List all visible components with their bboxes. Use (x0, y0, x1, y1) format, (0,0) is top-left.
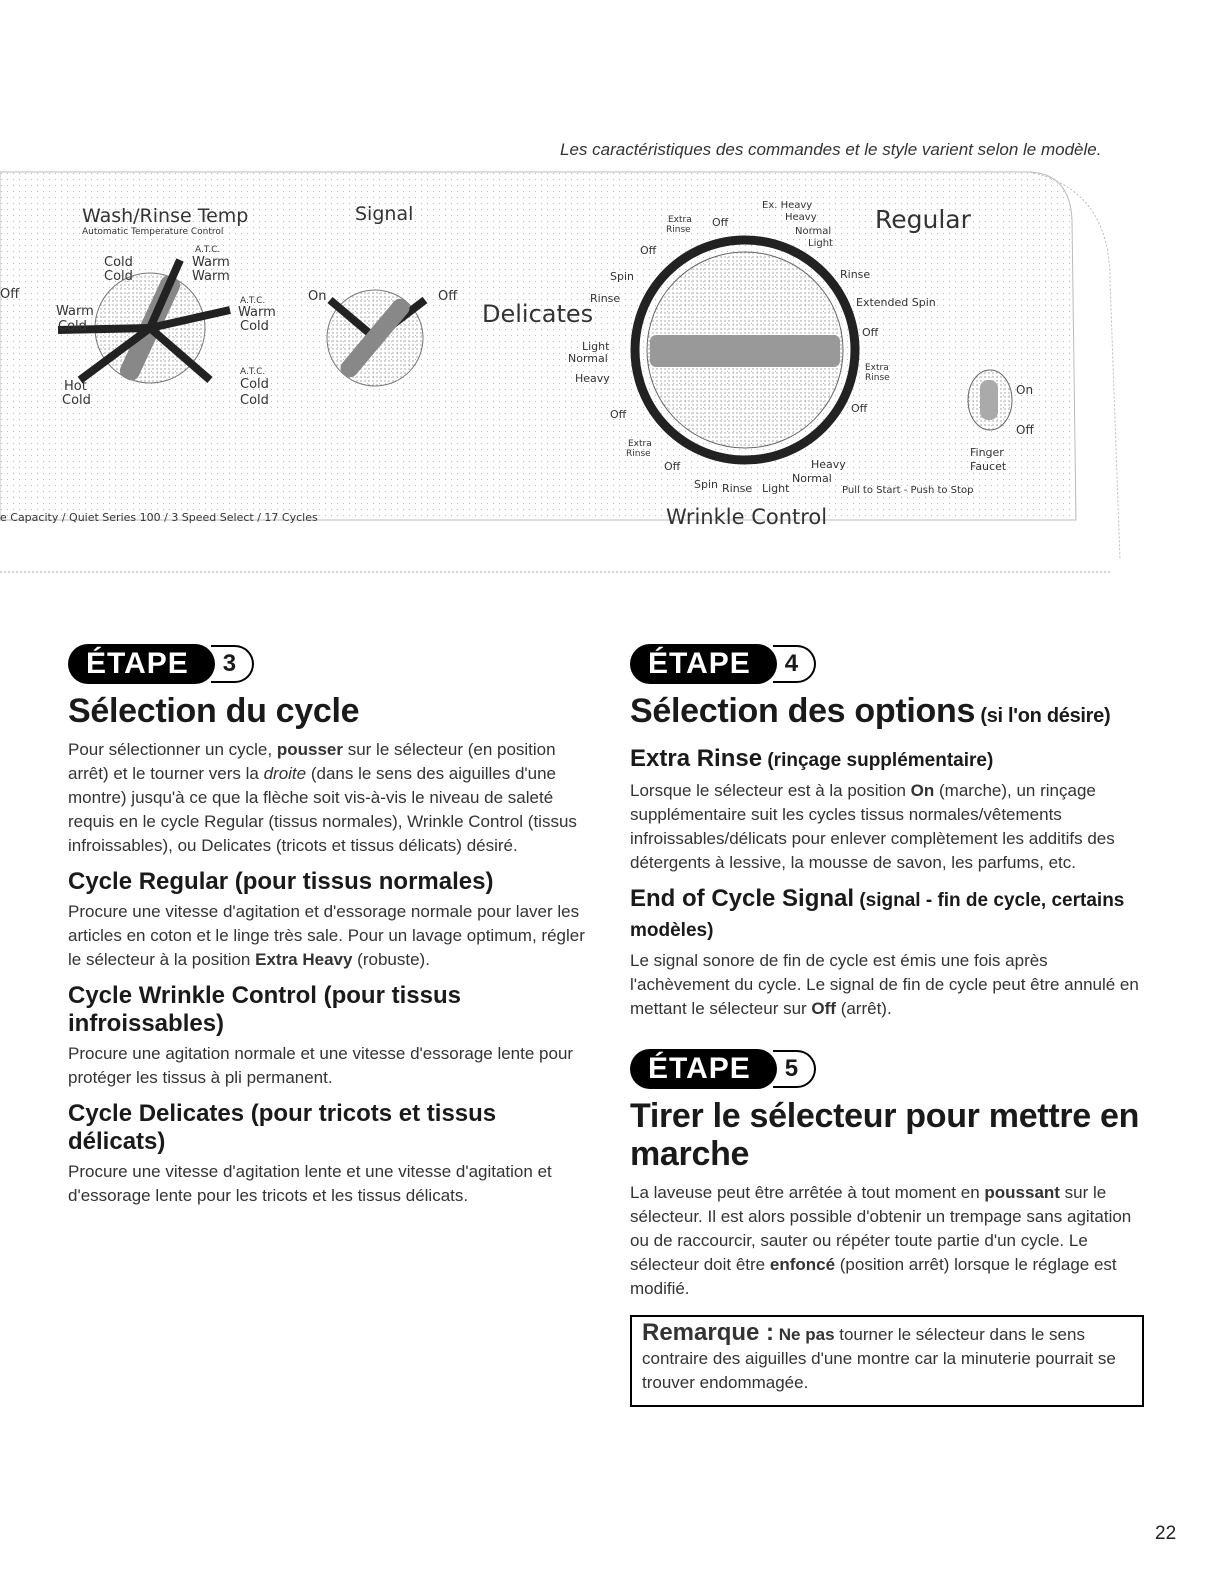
svg-text:Cold: Cold (240, 377, 269, 392)
svg-text:Wrinkle Control: Wrinkle Control (666, 505, 828, 529)
svg-text:On: On (1016, 383, 1034, 397)
svg-text:Faucet: Faucet (970, 460, 1007, 473)
svg-text:Warm: Warm (56, 304, 94, 319)
svg-text:Off: Off (610, 408, 627, 421)
svg-text:Spin: Spin (694, 478, 718, 491)
page-number: 22 (1155, 1523, 1177, 1544)
left-column (68, 642, 588, 1208)
extra-rinse-text: Lorsque le sélecteur est à la position On (marche), un rinçage supplémentaire suit les cycles tissus normales/vêtements infroissables/délicats pour enlever complètement les additifs des détergents à lessive, la mousse de savon, les parfums, etc. (630, 781, 1115, 872)
regular-text: Procure une vitesse d'agitation et d'essorage normale pour laver les articles en coton et le linge très sale. Pour un lavage optimum, régler le sélecteur à la position Extra Heavy (robuste). (68, 902, 585, 969)
svg-text:Light: Light (762, 482, 790, 495)
warning-note: Remarque : Ne pas tourner le sélecteur dans le sens contraire des aiguilles d'une montre car la minuterie pourrait se trouver endommagée. (630, 1315, 1144, 1407)
right-column (630, 642, 1150, 1407)
svg-text:Cold: Cold (240, 319, 269, 334)
svg-text:Off: Off (664, 460, 681, 473)
svg-text:Normal: Normal (568, 352, 608, 365)
svg-text:Off: Off (438, 289, 458, 304)
model-caption: Les caractéristiques des commandes et le style varient selon le modèle. (560, 140, 1102, 159)
svg-text:Light: Light (582, 340, 610, 353)
wrinkle-title: Cycle Wrinkle Control (pour tissus infroissables) (68, 982, 461, 1037)
svg-text:Warm: Warm (192, 269, 230, 284)
finger-faucet-switch (968, 370, 1012, 430)
svg-text:Rinse: Rinse (840, 268, 871, 281)
svg-text:Cold: Cold (104, 269, 133, 284)
etape4-badge: ÉTAPE 4 (630, 642, 1150, 686)
control-panel-illustration (0, 160, 1212, 580)
svg-text:Rinse: Rinse (722, 482, 753, 495)
etape4-title: Sélection des options (si l'on désire) (630, 692, 1111, 730)
svg-text:Off: Off (851, 402, 868, 415)
svg-text:Off: Off (640, 244, 657, 257)
svg-text:Warm: Warm (192, 255, 230, 270)
svg-text:Extra: Extra (865, 363, 889, 373)
svg-text:Extra: Extra (668, 215, 692, 225)
svg-text:Rinse: Rinse (590, 292, 621, 305)
etape3-intro: Pour sélectionner un cycle, pousser sur le sélecteur (en position arrêt) et le tourner vers la droite (dans le sens des aiguilles d'une montre) jusqu'à ce que la flèche soit vis-à-vis le niveau de saleté requis en le cycle Regular (tissus normales), Wrinkle Control (tissus infroissables), ou Delicates (tricots et tissus délicats) désiré. (68, 740, 577, 855)
svg-text:Heavy: Heavy (575, 372, 610, 385)
svg-text:Off: Off (0, 287, 20, 302)
etape3-title: Sélection du cycle (68, 692, 360, 730)
svg-text:A.T.C.: A.T.C. (240, 296, 266, 306)
svg-text:Warm: Warm (238, 305, 276, 320)
svg-text:Heavy: Heavy (811, 458, 846, 471)
etape5-text: La laveuse peut être arrêtée à tout moment en poussant sur le sélecteur. Il est alors possible d'obtenir un trempage sans agitation ou de raccourcir, sauter ou répéter toute partie d'un cycle. Le sélecteur doit être enfoncé (position arrêt) lorsque le réglage est modifié. (630, 1183, 1132, 1298)
svg-text:Extra: Extra (628, 439, 652, 449)
svg-text:Automatic Temperature Control: Automatic Temperature Control (82, 227, 224, 237)
etape5-badge: ÉTAPE 5 (630, 1047, 1150, 1091)
svg-text:Hot: Hot (64, 379, 87, 394)
svg-text:Normal: Normal (792, 472, 832, 485)
svg-text:Cold: Cold (62, 393, 91, 408)
svg-text:Extended Spin: Extended Spin (856, 296, 936, 309)
svg-text:Pull to Start - Push to Stop: Pull to Start - Push to Stop (842, 485, 974, 496)
svg-text:Finger: Finger (970, 446, 1004, 459)
svg-text:A.T.C.: A.T.C. (195, 245, 221, 255)
svg-text:Signal: Signal (355, 203, 414, 225)
svg-text:Rinse: Rinse (626, 449, 651, 459)
delicates-title: Cycle Delicates (pour tricots et tissus délicats) (68, 1100, 497, 1155)
svg-text:A.T.C.: A.T.C. (240, 367, 266, 377)
svg-text:Heavy: Heavy (785, 212, 817, 223)
cycle-knob (635, 240, 855, 460)
signal-title: End of Cycle Signal (signal - fin de cycle, certains modèles) (630, 885, 1125, 941)
temp-title: Wash/Rinse Temp (82, 205, 249, 227)
etape5-title: Tirer le sélecteur pour mettre en marche (630, 1097, 1140, 1173)
svg-text:e Capacity / Quiet Series 100: e Capacity / Quiet Series 100 / 3 Speed Select / 17 Cycles (0, 511, 318, 524)
svg-text:On: On (308, 289, 327, 304)
regular-title: Cycle Regular (pour tissus normales) (68, 868, 494, 895)
svg-text:Delicates: Delicates (482, 300, 594, 328)
svg-text:Rinse: Rinse (666, 225, 691, 235)
svg-text:Off: Off (862, 326, 879, 339)
svg-text:Cold: Cold (58, 319, 87, 334)
signal-text: Le signal sonore de fin de cycle est émis une fois après l'achèvement du cycle. Le signal de fin de cycle peut être annulé en mettant le sélecteur sur Off (arrêt). (630, 951, 1139, 1018)
etape3-badge: ÉTAPE 3 (68, 642, 588, 686)
svg-text:Regular: Regular (875, 205, 971, 234)
svg-text:Off: Off (1016, 423, 1034, 437)
svg-text:Normal: Normal (795, 226, 832, 237)
svg-text:Off: Off (712, 216, 729, 229)
svg-text:Light: Light (808, 238, 833, 249)
wrinkle-text: Procure une agitation normale et une vitesse d'essorage lente pour protéger les tissus à pli permanent. (68, 1044, 574, 1087)
svg-text:Rinse: Rinse (865, 373, 890, 383)
svg-text:Cold: Cold (240, 393, 269, 408)
extra-rinse-title: Extra Rinse (rinçage supplémentaire) (630, 745, 994, 772)
svg-text:Ex. Heavy: Ex. Heavy (762, 200, 813, 211)
svg-text:Cold: Cold (104, 255, 133, 270)
delicates-text: Procure une vitesse d'agitation lente et une vitesse d'agitation et d'essorage lente pour les tricots et les tissus délicats. (68, 1162, 552, 1205)
svg-text:Spin: Spin (610, 270, 634, 283)
